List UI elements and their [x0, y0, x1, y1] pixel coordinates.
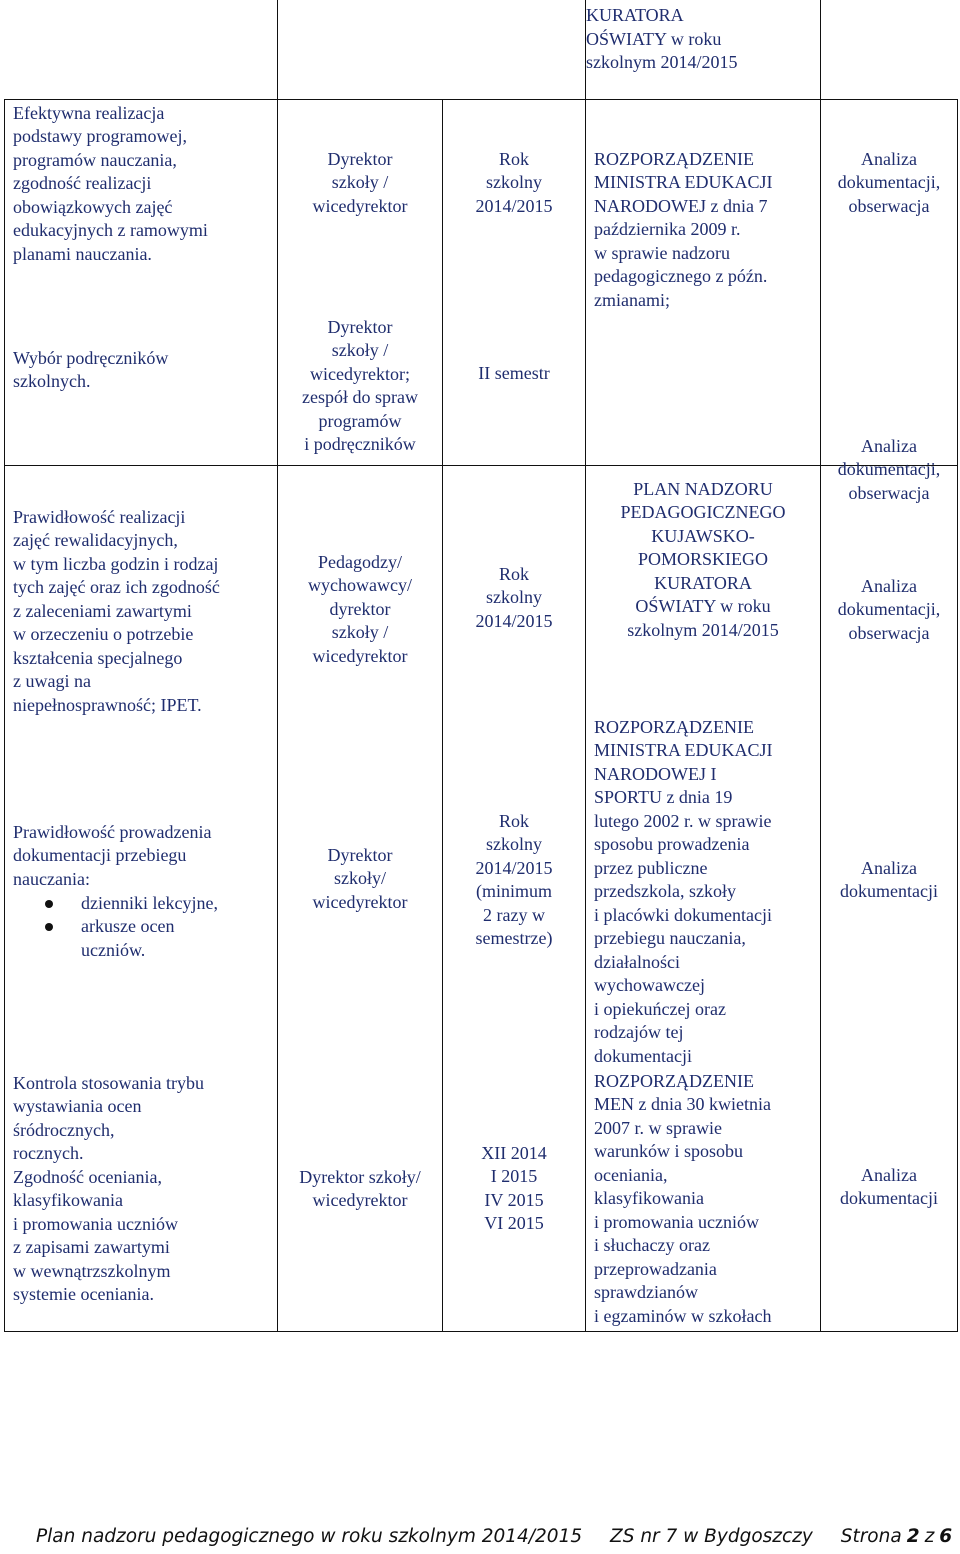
basis-cell-header [586, 0, 821, 99]
table-row [5, 465, 958, 1331]
deadline-cell [443, 99, 586, 465]
method-text: Analiza dokumentacji, obserwacja [837, 575, 941, 643]
list-item-text: arkusze ocen uczniów. [81, 916, 175, 960]
responsible-cell [278, 465, 443, 1331]
table-row [5, 0, 958, 99]
page-footer [36, 1526, 952, 1547]
deadline-text: Rok szkolny 2014/2015 [475, 148, 553, 216]
method-text: Analiza dokumentacji, obserwacja [837, 435, 941, 503]
method-text: Analiza dokumentacji [840, 857, 938, 901]
task-text: Efektywna realizacja podstawy programowej, programów nauczania, zgodność realizacji obowiązkowych zajęć edukacyjnych z ramowymi planami nauczania. [13, 102, 208, 264]
deadline-text: Rok szkolny 2014/2015 (minimum 2 razy w semestrze) [475, 810, 553, 948]
legal-basis-text: ROZPORZĄDZENIE MEN z dnia 30 kwietnia 2007 r. w sprawie warunków i sposobu oceniania, klasyfikowania i promowania uczniów i słuchaczy oraz przeprowadzania sprawdzianów i egzaminów w szkołach [594, 1070, 772, 1326]
page-total: 6 [939, 1526, 953, 1547]
responsible-text: Dyrektor szkoły / wicedyrektor; zespół do spraw programów i podręczników [302, 316, 418, 454]
legal-basis-cell [586, 99, 821, 465]
empty-cell [278, 0, 443, 99]
method-cell [821, 465, 958, 1331]
legal-basis-text: ROZPORZĄDZENIE MINISTRA EDUKACJI NARODOWEJ z dnia 7 października 2009 r. w sprawie nadzoru pedagogicznego z późn. zmianami; [594, 148, 773, 310]
document-list [5, 892, 277, 963]
bullet-icon [45, 923, 53, 931]
responsible-text: Dyrektor szkoły/ wicedyrektor [312, 844, 408, 912]
legal-basis-cell [586, 465, 821, 1331]
task-text: Kontrola stosowania trybu wystawiania ocen śródrocznych, rocznych. Zgodność oceniania, klasyfikowania i promowania uczniów z zapisami zawartymi w wewnątrzszkolnym systemie oceniania. [13, 1072, 204, 1304]
table-row [5, 99, 958, 465]
list-item [5, 892, 277, 916]
task-text: Wybór podręczników szkolnych. [13, 347, 169, 391]
deadline-cell [443, 465, 586, 1331]
empty-cell [5, 0, 278, 99]
page-label: Strona [840, 1526, 902, 1547]
basis-header-text: KURATORA OŚWIATY w roku szkolnym 2014/2015 [586, 5, 738, 72]
responsible-text: Dyrektor szkoły / wicedyrektor [312, 148, 408, 216]
method-text: Analiza dokumentacji, obserwacja [837, 148, 941, 216]
deadline-text: II semestr [478, 362, 550, 383]
responsible-text: Pedagodzy/ wychowawcy/ dyrektor szkoły / wicedyrektor [308, 551, 412, 666]
bullet-icon [45, 900, 53, 908]
responsible-cell [278, 99, 443, 465]
task-cell [5, 465, 278, 1331]
method-text: Analiza dokumentacji [840, 1164, 938, 1208]
list-item [5, 915, 277, 962]
supervision-plan-table [4, 0, 958, 1332]
legal-basis-text: PLAN NADZORU PEDAGOGICZNEGO KUJAWSKO- POMORSKIEGO KURATORA OŚWIATY w roku szkolnym 2014/2015 [620, 478, 786, 640]
page-number: 2 [906, 1526, 920, 1547]
task-cell [5, 99, 278, 465]
responsible-text: Dyrektor szkoły/ wicedyrektor [299, 1166, 421, 1210]
method-cell [821, 99, 958, 503]
deadline-text: XII 2014 I 2015 IV 2015 VI 2015 [481, 1142, 547, 1233]
task-text: Prawidłowość realizacji zajęć rewalidacyjnych, w tym liczba godzin i rodzaj tych zajęć oraz ich zgodność z zaleceniami zawartymi w orzeczeniu o potrzebie kształcenia specjalnego z uwagi na niepełnosprawność; IPET. [13, 506, 220, 715]
task-text: Prawidłowość prowadzenia dokumentacji przebiegu nauczania: [13, 821, 212, 889]
empty-cell [443, 0, 586, 99]
deadline-text: Rok szkolny 2014/2015 [475, 563, 553, 631]
legal-basis-text: ROZPORZĄDZENIE MINISTRA EDUKACJI NARODOWEJ I SPORTU z dnia 19 lutego 2002 r. w sprawie sposobu prowadzenia przez publiczne przedszkola, szkoły i placówki dokumentacji przebiegu nauczania, działalności wychowawczej i opiekuńczej oraz rodzajów tej dokumentacji [594, 716, 773, 1066]
footer-title: Plan nadzoru pedagogicznego w roku szkolnym 2014/2015 [36, 1526, 583, 1547]
page-of: z [924, 1526, 935, 1547]
page-indicator [841, 1526, 952, 1547]
list-item-text: dzienniki lekcyjne, [81, 892, 218, 913]
footer-school: ZS nr 7 w Bydgoszczy [610, 1526, 813, 1547]
empty-cell [821, 0, 958, 99]
